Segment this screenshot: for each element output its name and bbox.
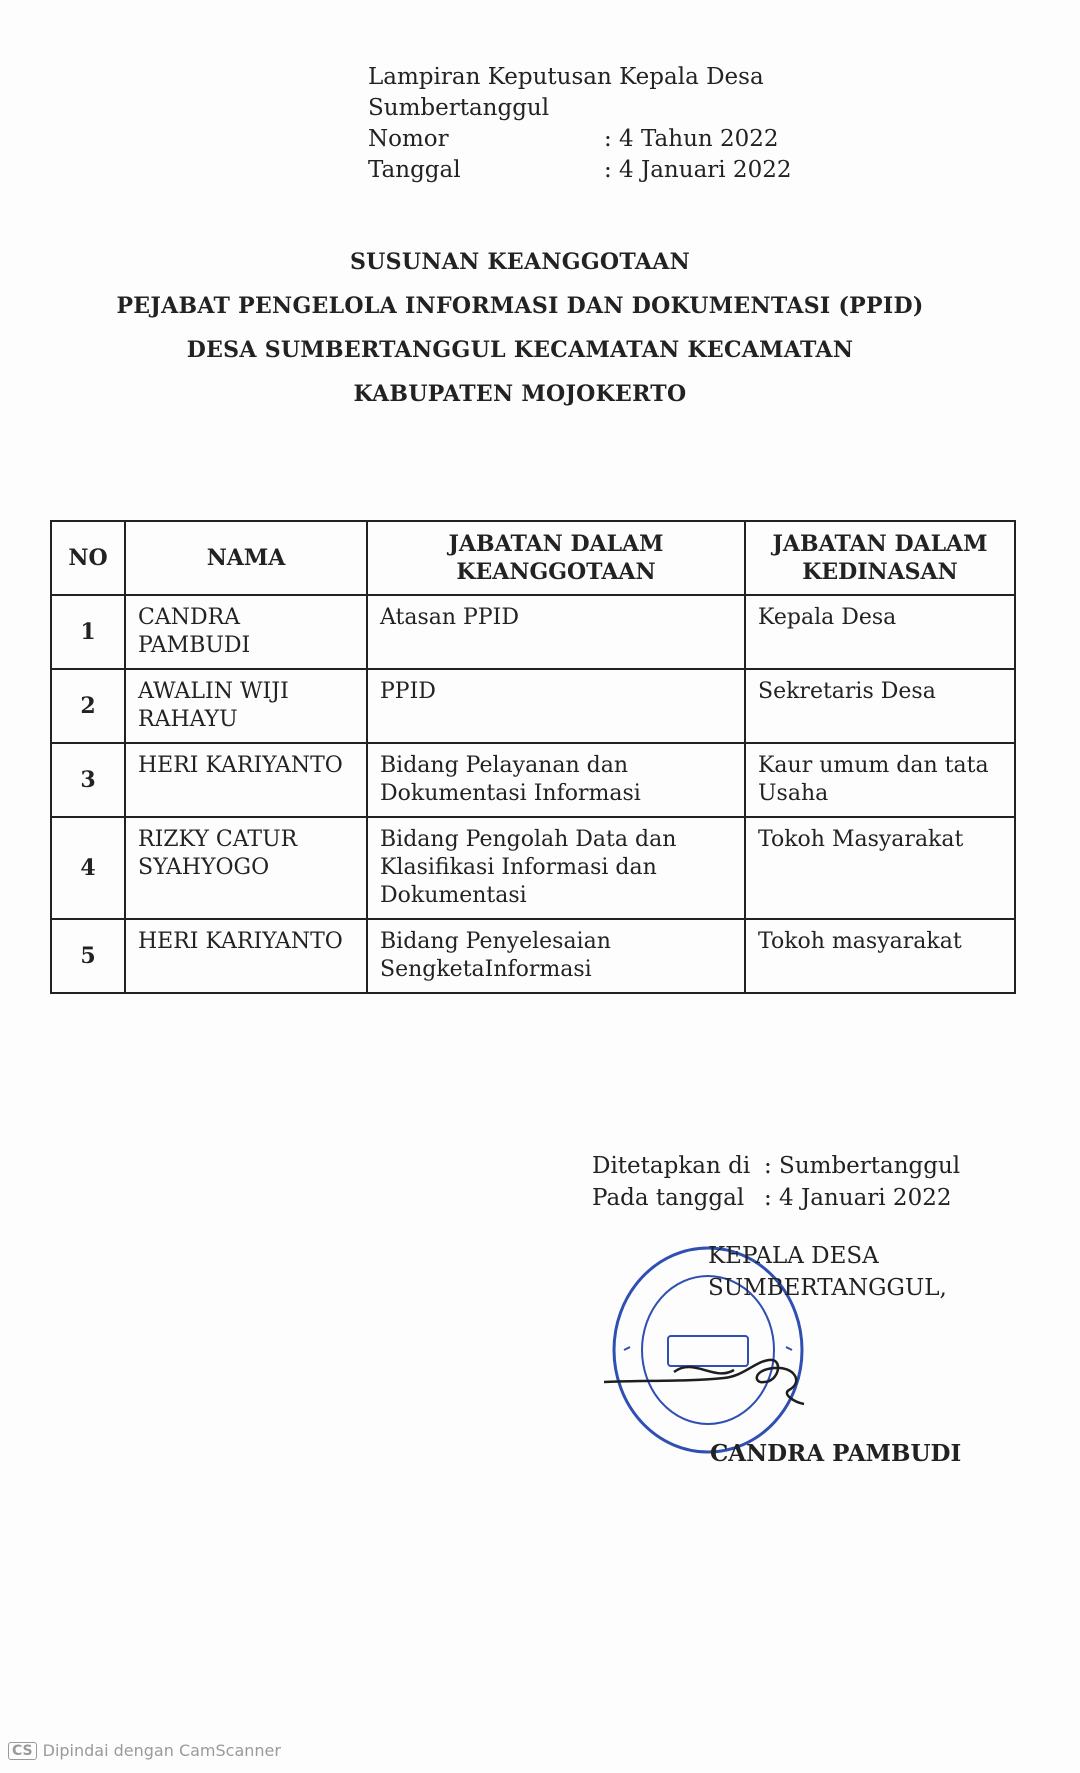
kepala-line1: KEPALA DESA xyxy=(708,1243,879,1269)
cell-jabatan-kedinasan: Kaur umum dan tata Usaha xyxy=(745,743,1015,817)
cell-nama: AWALIN WIJI RAHAYU xyxy=(125,669,367,743)
cell-nama: HERI KARIYANTO xyxy=(125,919,367,993)
header-jabatan-keanggotaan: JABATAN DALAM KEANGGOTAAN xyxy=(367,521,745,595)
cell-jabatan-keanggotaan: Bidang Pengolah Data dan Klasifikasi Informasi dan Dokumentasi xyxy=(367,817,745,919)
header-jabatan-kedinasan: JABATAN DALAM KEDINASAN xyxy=(745,521,1015,595)
tanggal-row xyxy=(368,155,791,186)
cell-jabatan-keanggotaan: PPID xyxy=(367,669,745,743)
signature-block xyxy=(592,1150,960,1214)
cell-jabatan-keanggotaan: Bidang Penyelesaian SengketaInformasi xyxy=(367,919,745,993)
cell-nama: RIZKY CATUR SYAHYOGO xyxy=(125,817,367,919)
table-row xyxy=(51,919,1015,993)
cell-no: 2 xyxy=(51,669,125,743)
lampiran-header xyxy=(368,62,791,186)
camscanner-logo-icon: CS xyxy=(8,1742,37,1760)
pada-tanggal-row xyxy=(592,1182,960,1214)
camscanner-footer xyxy=(8,1741,281,1760)
table-row xyxy=(51,595,1015,669)
table-row xyxy=(51,817,1015,919)
tanggal-value: : 4 Januari 2022 xyxy=(604,157,792,183)
tanggal-label: Tanggal xyxy=(368,157,461,183)
table-row xyxy=(51,743,1015,817)
title-line3: DESA SUMBERTANGGUL KECAMATAN KECAMATAN xyxy=(186,337,854,363)
cell-jabatan-keanggotaan: Atasan PPID xyxy=(367,595,745,669)
camscanner-text: Dipindai dengan CamScanner xyxy=(42,1741,281,1760)
lampiran-line2: Sumbertanggul xyxy=(368,95,550,121)
cell-jabatan-keanggotaan: Bidang Pelayanan dan Dokumentasi Informasi xyxy=(367,743,745,817)
title-line4: KABUPATEN MOJOKERTO xyxy=(353,381,687,407)
kepala-desa-title xyxy=(708,1240,947,1304)
kepala-line2: SUMBERTANGGUL, xyxy=(708,1275,947,1301)
ditetapkan-label: Ditetapkan di xyxy=(592,1153,751,1179)
signatory-name: CANDRA PAMBUDI xyxy=(710,1440,962,1467)
cell-jabatan-kedinasan: Tokoh masyarakat xyxy=(745,919,1015,993)
cell-jabatan-kedinasan: Sekretaris Desa xyxy=(745,669,1015,743)
cell-jabatan-kedinasan: Kepala Desa xyxy=(745,595,1015,669)
nomor-value: : 4 Tahun 2022 xyxy=(604,126,779,152)
pada-tanggal-value: : 4 Januari 2022 xyxy=(764,1185,952,1211)
table-header-row xyxy=(51,521,1015,595)
document-title xyxy=(0,240,1040,416)
nomor-row xyxy=(368,124,791,155)
header-no: NO xyxy=(51,521,125,595)
ditetapkan-row xyxy=(592,1150,960,1182)
cell-nama: HERI KARIYANTO xyxy=(125,743,367,817)
ditetapkan-value: : Sumbertanggul xyxy=(764,1153,961,1179)
cell-jabatan-kedinasan: Tokoh Masyarakat xyxy=(745,817,1015,919)
title-line1: SUSUNAN KEANGGOTAAN xyxy=(349,249,691,275)
title-line2: PEJABAT PENGELOLA INFORMASI DAN DOKUMENTASI (PPID) xyxy=(116,293,924,319)
nomor-label: Nomor xyxy=(368,126,449,152)
cell-nama: CANDRA PAMBUDI xyxy=(125,595,367,669)
members-table xyxy=(50,520,1016,994)
table-row xyxy=(51,669,1015,743)
lampiran-line1: Lampiran Keputusan Kepala Desa xyxy=(368,64,764,90)
pada-tanggal-label: Pada tanggal xyxy=(592,1185,745,1211)
cell-no: 5 xyxy=(51,919,125,993)
header-nama: NAMA xyxy=(125,521,367,595)
cell-no: 4 xyxy=(51,817,125,919)
cell-no: 3 xyxy=(51,743,125,817)
cell-no: 1 xyxy=(51,595,125,669)
